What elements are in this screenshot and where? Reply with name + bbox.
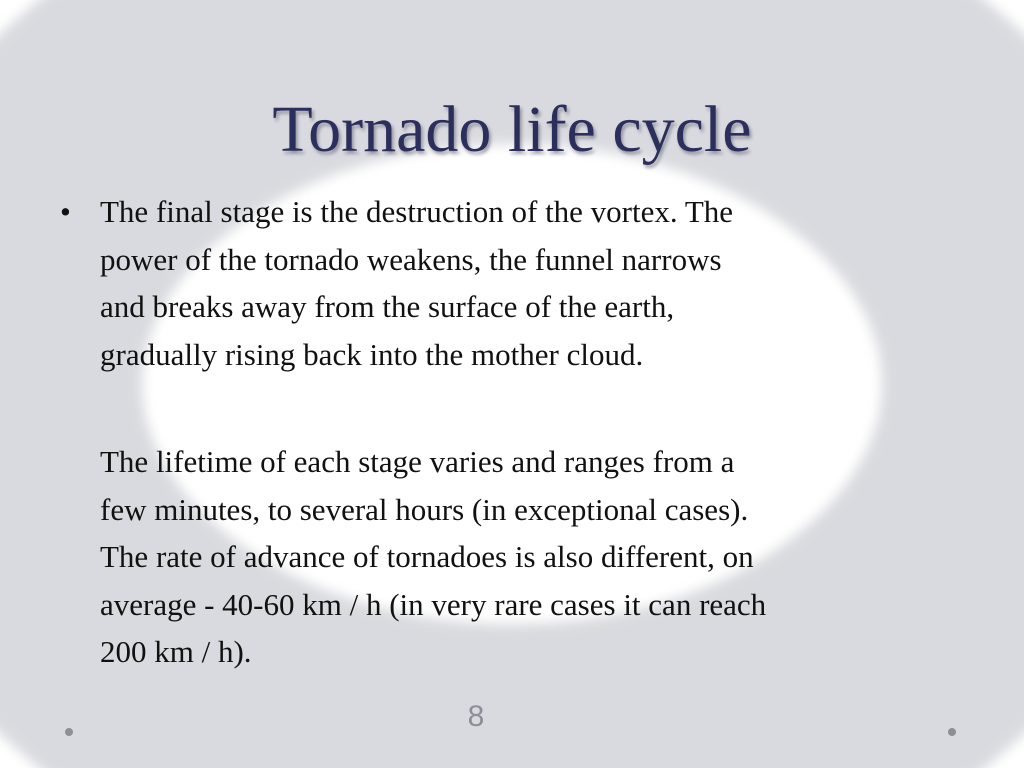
paragraph-line: The lifetime of each stage varies and ranges from a — [100, 444, 735, 479]
bullet-marker: • — [60, 194, 71, 229]
corner-dot-right — [948, 728, 956, 736]
paragraph-line: and breaks away from the surface of the earth, — [100, 289, 675, 324]
page-number: 8 — [467, 700, 485, 733]
paragraph-line: gradually rising back into the mother cloud. — [100, 336, 644, 372]
paragraph-line: average - 40-60 km / h (in very rare cases it can reach — [100, 586, 767, 622]
paragraph-lifetime — [100, 438, 980, 676]
paragraph-line: 200 km / h). — [100, 634, 252, 669]
paragraph-line: The rate of advance of tornadoes is also different, on — [100, 539, 754, 574]
paragraph-line: The final stage is the destruction of the vortex. The — [100, 194, 734, 229]
slide-title: Tornado life cycle — [272, 93, 752, 166]
paragraph-line: power of the tornado weakens, the funnel narrows — [100, 241, 722, 277]
corner-dot-left — [65, 728, 73, 736]
paragraph-final-stage — [100, 188, 980, 378]
paragraph-line: few minutes, to several hours (in exceptional cases). — [100, 491, 749, 527]
